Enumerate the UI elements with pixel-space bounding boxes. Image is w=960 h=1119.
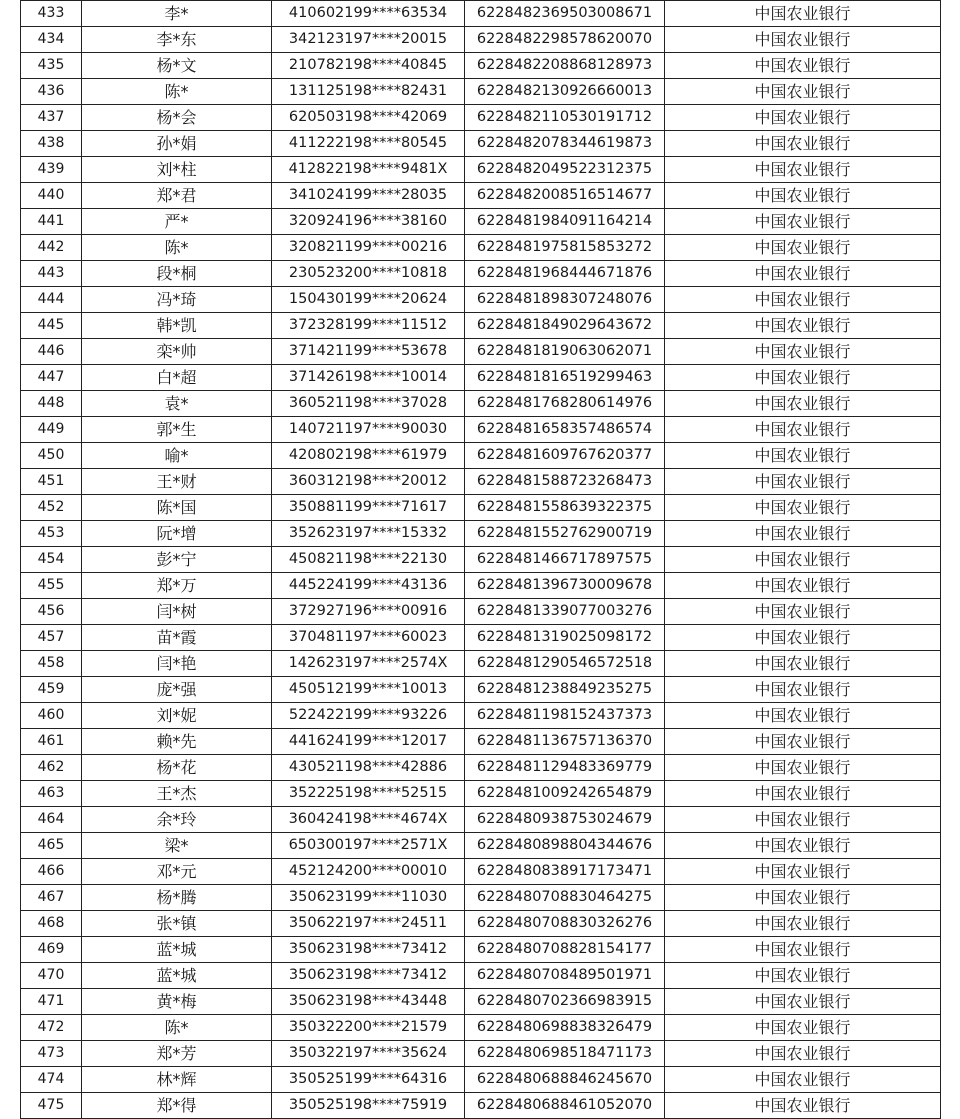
row-number-cell: 455 — [21, 573, 82, 599]
table-row — [21, 339, 941, 365]
id-number-cell: 350322197****35624 — [272, 1041, 465, 1067]
table-row — [21, 599, 941, 625]
row-number-cell: 447 — [21, 365, 82, 391]
account-number-cell: 6228481819063062071 — [465, 339, 665, 365]
account-number-cell: 6228481009242654879 — [465, 781, 665, 807]
bank-name-cell: 中国农业银行 — [665, 157, 941, 183]
bank-name-cell: 中国农业银行 — [665, 1015, 941, 1041]
bank-name-cell: 中国农业银行 — [665, 79, 941, 105]
id-number-cell: 210782198****40845 — [272, 53, 465, 79]
account-number-cell: 6228481984091164214 — [465, 209, 665, 235]
account-number-cell: 6228481198152437373 — [465, 703, 665, 729]
table-row — [21, 963, 941, 989]
bank-name-cell: 中国农业银行 — [665, 443, 941, 469]
row-number-cell: 448 — [21, 391, 82, 417]
account-number-cell: 6228481290546572518 — [465, 651, 665, 677]
name-cell: 蓝*城 — [82, 963, 272, 989]
bank-name-cell: 中国农业银行 — [665, 313, 941, 339]
name-cell: 刘*柱 — [82, 157, 272, 183]
row-number-cell: 466 — [21, 859, 82, 885]
account-number-cell: 6228482110530191712 — [465, 105, 665, 131]
bank-name-cell: 中国农业银行 — [665, 469, 941, 495]
bank-name-cell: 中国农业银行 — [665, 807, 941, 833]
account-number-cell: 6228481238849235275 — [465, 677, 665, 703]
name-cell: 黄*梅 — [82, 989, 272, 1015]
account-number-cell: 6228480698518471173 — [465, 1041, 665, 1067]
account-number-cell: 6228480838917173471 — [465, 859, 665, 885]
id-number-cell: 342123197****20015 — [272, 27, 465, 53]
table-row — [21, 235, 941, 261]
table-row — [21, 495, 941, 521]
name-cell: 杨*花 — [82, 755, 272, 781]
bank-name-cell: 中国农业银行 — [665, 859, 941, 885]
name-cell: 苗*霞 — [82, 625, 272, 651]
table-row — [21, 521, 941, 547]
account-number-cell: 6228481968444671876 — [465, 261, 665, 287]
table-row — [21, 469, 941, 495]
bank-name-cell: 中国农业银行 — [665, 339, 941, 365]
account-number-cell: 6228482130926660013 — [465, 79, 665, 105]
bank-name-cell: 中国农业银行 — [665, 625, 941, 651]
bank-name-cell: 中国农业银行 — [665, 391, 941, 417]
row-number-cell: 457 — [21, 625, 82, 651]
id-number-cell: 350623199****11030 — [272, 885, 465, 911]
bank-name-cell: 中国农业银行 — [665, 573, 941, 599]
row-number-cell: 433 — [21, 1, 82, 27]
row-number-cell: 441 — [21, 209, 82, 235]
account-number-cell: 6228481975815853272 — [465, 235, 665, 261]
id-number-cell: 352225198****52515 — [272, 781, 465, 807]
account-number-cell: 6228480698838326479 — [465, 1015, 665, 1041]
table-row — [21, 1041, 941, 1067]
row-number-cell: 443 — [21, 261, 82, 287]
bank-name-cell: 中国农业银行 — [665, 937, 941, 963]
row-number-cell: 438 — [21, 131, 82, 157]
recipient-list-sheet — [20, 0, 940, 1119]
row-number-cell: 437 — [21, 105, 82, 131]
id-number-cell: 350525198****75919 — [272, 1093, 465, 1119]
table-row — [21, 131, 941, 157]
id-number-cell: 620503198****42069 — [272, 105, 465, 131]
table-row — [21, 391, 941, 417]
table-row — [21, 833, 941, 859]
account-number-cell: 6228481396730009678 — [465, 573, 665, 599]
name-cell: 闫*树 — [82, 599, 272, 625]
id-number-cell: 411222198****80545 — [272, 131, 465, 157]
name-cell: 陈* — [82, 235, 272, 261]
row-number-cell: 467 — [21, 885, 82, 911]
bank-name-cell: 中国农业银行 — [665, 547, 941, 573]
name-cell: 邓*元 — [82, 859, 272, 885]
bank-name-cell: 中国农业银行 — [665, 261, 941, 287]
row-number-cell: 464 — [21, 807, 82, 833]
account-number-cell: 6228481339077003276 — [465, 599, 665, 625]
table-row — [21, 53, 941, 79]
table-row — [21, 755, 941, 781]
account-number-cell: 6228482078344619873 — [465, 131, 665, 157]
row-number-cell: 470 — [21, 963, 82, 989]
id-number-cell: 450512199****10013 — [272, 677, 465, 703]
name-cell: 阮*增 — [82, 521, 272, 547]
id-number-cell: 371421199****53678 — [272, 339, 465, 365]
row-number-cell: 472 — [21, 1015, 82, 1041]
account-number-cell: 6228480688846245670 — [465, 1067, 665, 1093]
bank-name-cell: 中国农业银行 — [665, 365, 941, 391]
name-cell: 彭*宁 — [82, 547, 272, 573]
account-number-cell: 6228481129483369779 — [465, 755, 665, 781]
table-row — [21, 807, 941, 833]
name-cell: 蓝*城 — [82, 937, 272, 963]
row-number-cell: 459 — [21, 677, 82, 703]
id-number-cell: 341024199****28035 — [272, 183, 465, 209]
bank-name-cell: 中国农业银行 — [665, 963, 941, 989]
id-number-cell: 131125198****82431 — [272, 79, 465, 105]
row-number-cell: 462 — [21, 755, 82, 781]
table-row — [21, 105, 941, 131]
id-number-cell: 350525199****64316 — [272, 1067, 465, 1093]
id-number-cell: 140721197****90030 — [272, 417, 465, 443]
name-cell: 庞*强 — [82, 677, 272, 703]
name-cell: 陈*国 — [82, 495, 272, 521]
table-row — [21, 261, 941, 287]
bank-name-cell: 中国农业银行 — [665, 1, 941, 27]
table-row — [21, 183, 941, 209]
id-number-cell: 360312198****20012 — [272, 469, 465, 495]
id-number-cell: 320924196****38160 — [272, 209, 465, 235]
account-number-cell: 6228480898804344676 — [465, 833, 665, 859]
id-number-cell: 350623198****73412 — [272, 963, 465, 989]
name-cell: 严* — [82, 209, 272, 235]
name-cell: 袁* — [82, 391, 272, 417]
name-cell: 段*桐 — [82, 261, 272, 287]
name-cell: 杨*文 — [82, 53, 272, 79]
name-cell: 杨*腾 — [82, 885, 272, 911]
id-number-cell: 372927196****00916 — [272, 599, 465, 625]
id-number-cell: 430521198****42886 — [272, 755, 465, 781]
name-cell: 郑*芳 — [82, 1041, 272, 1067]
row-number-cell: 452 — [21, 495, 82, 521]
bank-name-cell: 中国农业银行 — [665, 885, 941, 911]
id-number-cell: 420802198****61979 — [272, 443, 465, 469]
name-cell: 陈* — [82, 79, 272, 105]
bank-name-cell: 中国农业银行 — [665, 417, 941, 443]
table-row — [21, 443, 941, 469]
name-cell: 刘*妮 — [82, 703, 272, 729]
name-cell: 郭*生 — [82, 417, 272, 443]
row-number-cell: 442 — [21, 235, 82, 261]
bank-name-cell: 中国农业银行 — [665, 911, 941, 937]
bank-name-cell: 中国农业银行 — [665, 131, 941, 157]
bank-name-cell: 中国农业银行 — [665, 1067, 941, 1093]
id-number-cell: 410602199****63534 — [272, 1, 465, 27]
bank-name-cell: 中国农业银行 — [665, 781, 941, 807]
table-row — [21, 157, 941, 183]
bank-name-cell: 中国农业银行 — [665, 755, 941, 781]
row-number-cell: 475 — [21, 1093, 82, 1119]
row-number-cell: 451 — [21, 469, 82, 495]
name-cell: 郑*万 — [82, 573, 272, 599]
name-cell: 王*财 — [82, 469, 272, 495]
bank-name-cell: 中国农业银行 — [665, 27, 941, 53]
name-cell: 梁* — [82, 833, 272, 859]
row-number-cell: 474 — [21, 1067, 82, 1093]
row-number-cell: 445 — [21, 313, 82, 339]
account-number-cell: 6228480938753024679 — [465, 807, 665, 833]
account-number-cell: 6228481558639322375 — [465, 495, 665, 521]
bank-name-cell: 中国农业银行 — [665, 521, 941, 547]
bank-name-cell: 中国农业银行 — [665, 599, 941, 625]
name-cell: 韩*凯 — [82, 313, 272, 339]
table-row — [21, 911, 941, 937]
table-body — [21, 1, 941, 1119]
table-row — [21, 209, 941, 235]
account-number-cell: 6228482208868128973 — [465, 53, 665, 79]
bank-name-cell: 中国农业银行 — [665, 729, 941, 755]
table-row — [21, 1015, 941, 1041]
table-row — [21, 885, 941, 911]
bank-name-cell: 中国农业银行 — [665, 183, 941, 209]
account-number-cell: 6228482049522312375 — [465, 157, 665, 183]
name-cell: 陈* — [82, 1015, 272, 1041]
id-number-cell: 350881199****71617 — [272, 495, 465, 521]
bank-name-cell: 中国农业银行 — [665, 235, 941, 261]
id-number-cell: 150430199****20624 — [272, 287, 465, 313]
account-number-cell: 6228481658357486574 — [465, 417, 665, 443]
account-number-cell: 6228482008516514677 — [465, 183, 665, 209]
account-number-cell: 6228481552762900719 — [465, 521, 665, 547]
name-cell: 杨*会 — [82, 105, 272, 131]
account-number-cell: 6228481588723268473 — [465, 469, 665, 495]
table-row — [21, 417, 941, 443]
row-number-cell: 454 — [21, 547, 82, 573]
row-number-cell: 444 — [21, 287, 82, 313]
account-number-cell: 6228481136757136370 — [465, 729, 665, 755]
name-cell: 白*超 — [82, 365, 272, 391]
table-row — [21, 79, 941, 105]
account-number-cell: 6228482369503008671 — [465, 1, 665, 27]
row-number-cell: 440 — [21, 183, 82, 209]
id-number-cell: 441624199****12017 — [272, 729, 465, 755]
row-number-cell: 458 — [21, 651, 82, 677]
account-number-cell: 6228480688461052070 — [465, 1093, 665, 1119]
bank-name-cell: 中国农业银行 — [665, 495, 941, 521]
table-row — [21, 781, 941, 807]
row-number-cell: 439 — [21, 157, 82, 183]
table-row — [21, 625, 941, 651]
id-number-cell: 360424198****4674X — [272, 807, 465, 833]
table-row — [21, 313, 941, 339]
account-number-cell: 6228480702366983915 — [465, 989, 665, 1015]
table-row — [21, 1067, 941, 1093]
id-number-cell: 350622197****24511 — [272, 911, 465, 937]
row-number-cell: 460 — [21, 703, 82, 729]
row-number-cell: 469 — [21, 937, 82, 963]
table-row — [21, 703, 941, 729]
id-number-cell: 650300197****2571X — [272, 833, 465, 859]
bank-name-cell: 中国农业银行 — [665, 677, 941, 703]
name-cell: 李*东 — [82, 27, 272, 53]
account-number-cell: 6228481849029643672 — [465, 313, 665, 339]
name-cell: 喻* — [82, 443, 272, 469]
table-row — [21, 573, 941, 599]
id-number-cell: 370481197****60023 — [272, 625, 465, 651]
table-row — [21, 1093, 941, 1119]
row-number-cell: 471 — [21, 989, 82, 1015]
bank-name-cell: 中国农业银行 — [665, 53, 941, 79]
row-number-cell: 461 — [21, 729, 82, 755]
id-number-cell: 320821199****00216 — [272, 235, 465, 261]
name-cell: 郑*得 — [82, 1093, 272, 1119]
id-number-cell: 352623197****15332 — [272, 521, 465, 547]
account-number-cell: 6228480708828154177 — [465, 937, 665, 963]
bank-name-cell: 中国农业银行 — [665, 1093, 941, 1119]
row-number-cell: 446 — [21, 339, 82, 365]
account-number-cell: 6228480708489501971 — [465, 963, 665, 989]
bank-name-cell: 中国农业银行 — [665, 209, 941, 235]
account-number-cell: 6228481898307248076 — [465, 287, 665, 313]
table-row — [21, 365, 941, 391]
id-number-cell: 452124200****00010 — [272, 859, 465, 885]
row-number-cell: 468 — [21, 911, 82, 937]
name-cell: 赖*先 — [82, 729, 272, 755]
id-number-cell: 350623198****73412 — [272, 937, 465, 963]
id-number-cell: 522422199****93226 — [272, 703, 465, 729]
row-number-cell: 463 — [21, 781, 82, 807]
table-row — [21, 937, 941, 963]
name-cell: 闫*艳 — [82, 651, 272, 677]
bank-name-cell: 中国农业银行 — [665, 833, 941, 859]
table-row — [21, 677, 941, 703]
name-cell: 林*辉 — [82, 1067, 272, 1093]
row-number-cell: 450 — [21, 443, 82, 469]
id-number-cell: 372328199****11512 — [272, 313, 465, 339]
id-number-cell: 350623198****43448 — [272, 989, 465, 1015]
name-cell: 冯*琦 — [82, 287, 272, 313]
name-cell: 栾*帅 — [82, 339, 272, 365]
id-number-cell: 450821198****22130 — [272, 547, 465, 573]
account-number-cell: 6228481609767620377 — [465, 443, 665, 469]
account-number-cell: 6228481816519299463 — [465, 365, 665, 391]
row-number-cell: 449 — [21, 417, 82, 443]
id-number-cell: 412822198****9481X — [272, 157, 465, 183]
bank-name-cell: 中国农业银行 — [665, 287, 941, 313]
id-number-cell: 230523200****10818 — [272, 261, 465, 287]
table-row — [21, 859, 941, 885]
bank-name-cell: 中国农业银行 — [665, 989, 941, 1015]
name-cell: 郑*君 — [82, 183, 272, 209]
name-cell: 李* — [82, 1, 272, 27]
name-cell: 张*镇 — [82, 911, 272, 937]
table-row — [21, 729, 941, 755]
row-number-cell: 473 — [21, 1041, 82, 1067]
bank-name-cell: 中国农业银行 — [665, 1041, 941, 1067]
id-number-cell: 360521198****37028 — [272, 391, 465, 417]
account-number-cell: 6228480708830464275 — [465, 885, 665, 911]
table-row — [21, 547, 941, 573]
table-row — [21, 27, 941, 53]
row-number-cell: 435 — [21, 53, 82, 79]
id-number-cell: 350322200****21579 — [272, 1015, 465, 1041]
account-number-cell: 6228481466717897575 — [465, 547, 665, 573]
row-number-cell: 465 — [21, 833, 82, 859]
name-cell: 余*玲 — [82, 807, 272, 833]
id-number-cell: 142623197****2574X — [272, 651, 465, 677]
account-number-cell: 6228480708830326276 — [465, 911, 665, 937]
bank-name-cell: 中国农业银行 — [665, 651, 941, 677]
name-cell: 孙*娟 — [82, 131, 272, 157]
bank-name-cell: 中国农业银行 — [665, 105, 941, 131]
row-number-cell: 453 — [21, 521, 82, 547]
account-number-cell: 6228481319025098172 — [465, 625, 665, 651]
account-number-cell: 6228481768280614976 — [465, 391, 665, 417]
bank-name-cell: 中国农业银行 — [665, 703, 941, 729]
row-number-cell: 434 — [21, 27, 82, 53]
table-row — [21, 1, 941, 27]
row-number-cell: 456 — [21, 599, 82, 625]
table-row — [21, 287, 941, 313]
table-row — [21, 989, 941, 1015]
row-number-cell: 436 — [21, 79, 82, 105]
table-row — [21, 651, 941, 677]
account-number-cell: 6228482298578620070 — [465, 27, 665, 53]
recipient-table — [20, 0, 941, 1119]
id-number-cell: 371426198****10014 — [272, 365, 465, 391]
id-number-cell: 445224199****43136 — [272, 573, 465, 599]
name-cell: 王*杰 — [82, 781, 272, 807]
